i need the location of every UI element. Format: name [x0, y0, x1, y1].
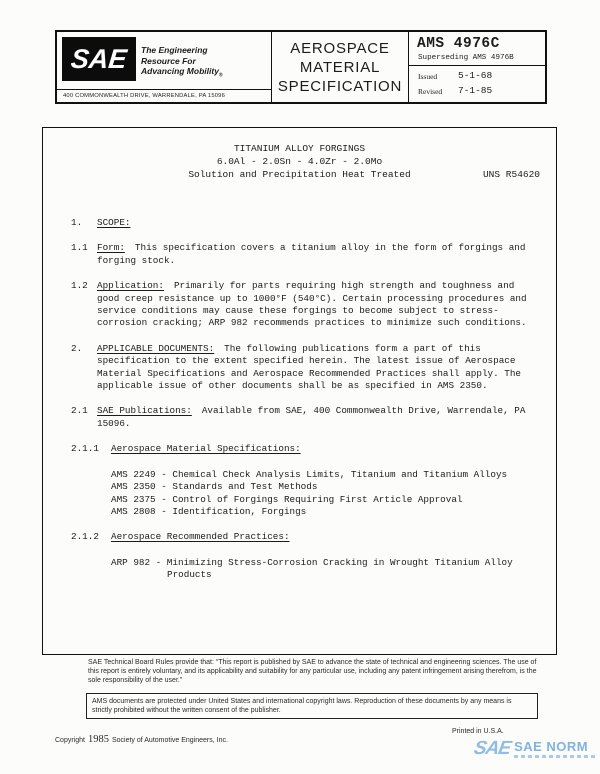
para-label: Application:: [97, 280, 164, 292]
spec-treatment: Solution and Precipitation Heat Treated: [188, 169, 411, 180]
sae-norm-logo-icon: SAE: [472, 738, 513, 759]
header: [55, 30, 547, 104]
section-number: 1.: [71, 217, 83, 228]
spec-title-block: [43, 128, 556, 181]
para-2-1-2-heading: [71, 531, 538, 543]
list-item: AMS 2350 - Standards and Test Methods: [111, 481, 318, 493]
tagline-line-3: [141, 66, 223, 81]
sae-norm-subline: [514, 755, 596, 758]
title-word-1: AEROSPACE: [290, 39, 390, 57]
copyright-owner: Society of Automotive Engineers, Inc.: [111, 737, 228, 744]
superseding-note: Superseding AMS 4976B: [418, 54, 514, 62]
sae-norm-text: SAE NORM: [514, 739, 589, 754]
para-label: Aerospace Recommended Practices:: [111, 531, 290, 543]
header-right-cell: [409, 32, 545, 102]
uns-number: UNS R54620: [482, 169, 540, 180]
tagline: [136, 37, 223, 81]
section-number: 2.: [71, 342, 83, 354]
revised-label: Revised: [418, 86, 443, 96]
sae-norm-watermark: [474, 738, 596, 760]
para-number: 2.1.2: [71, 531, 99, 543]
spec-treatment-line: [43, 168, 556, 181]
printed-in-usa: Printed in U.S.A.: [452, 728, 504, 735]
section-label: APPLICABLE DOCUMENTS:: [97, 342, 215, 354]
sae-logo-text: SAE: [69, 43, 129, 74]
tagline-line-2: Resource For: [141, 55, 196, 66]
specification-body-box: [42, 127, 557, 655]
section-2-applicable-documents: [71, 343, 538, 393]
issued-label: Issued: [418, 71, 438, 81]
title-word-3: SPECIFICATION: [277, 77, 403, 95]
body-text: [43, 217, 556, 582]
para-text: Primarily for parts requiring high strength and toughness and good creep resistance up to 1000°F (540°C). Certain processing procedures and service conditions may cause these forgings to become subject to stress-corrosion cracking; ARP 982 recommends practices to minimize such conditions.: [97, 280, 527, 329]
para-2-1-1-heading: [71, 443, 538, 455]
para-1-1-form: [71, 242, 538, 267]
revised-row: [418, 85, 545, 96]
para-2-1-sae-publications: [71, 405, 538, 430]
publisher-address: 400 COMMONWEALTH DRIVE, WARRENDALE, PA 15096: [57, 89, 271, 102]
header-left-cell: [57, 32, 272, 102]
copyright-line: [55, 734, 228, 745]
technical-board-rules: SAE Technical Board Rules provide that: “This report is published by SAE to advance the state of technical and engineering sciences. The use of this report is entirely voluntary, and its applicability and suitability for any particular use, including any patent infringement arising therefrom, is the sole responsibility of the user.”: [88, 659, 537, 684]
copyright-protection-notice: AMS documents are protected under United States and international copyright laws. Reproduction of these documents by any means is strictly prohibited without the written consent of the publisher.: [86, 693, 538, 719]
list-item: AMS 2375 - Control of Forgings Requiring First Article Approval: [111, 493, 463, 505]
copyright-label: Copyright: [55, 737, 85, 744]
section-1-scope: [71, 217, 538, 229]
spec-alloy-composition: 6.0Al - 2.0Sn - 4.0Zr - 2.0Mo: [216, 156, 383, 167]
ams-document-list: [111, 469, 538, 519]
registered-mark: ®: [218, 72, 223, 79]
para-text: Available from SAE, 400 Commonwealth Drive, Warrendale, PA 15096.: [97, 405, 526, 429]
revised-date: 7-1-85: [458, 85, 493, 96]
para-number: 1.1: [71, 242, 88, 254]
arp-document-item: ARP 982 - Minimizing Stress-Corrosion Cracking in Wrought Titanium Alloy Products: [111, 556, 513, 581]
document-number: AMS 4976C: [417, 36, 500, 52]
para-label: Form:: [97, 242, 125, 254]
list-item: AMS 2808 - Identification, Forgings: [111, 505, 307, 517]
issued-date: 5-1-68: [458, 70, 493, 81]
para-text: This specification covers a titanium alloy in the form of forgings and forging stock.: [97, 242, 526, 266]
dates-block: [409, 65, 545, 102]
copyright-year: 1985: [87, 734, 109, 745]
logo-row: [57, 32, 271, 81]
list-item: AMS 2249 - Chemical Check Analysis Limits, Titanium and Titanium Alloys: [111, 468, 508, 480]
para-number: 2.1: [71, 405, 88, 417]
tagline-line-1: The Engineering: [141, 45, 208, 55]
tagline-line-3-text: Advancing Mobility: [141, 66, 219, 76]
sae-logo: [62, 37, 136, 81]
para-number: 1.2: [71, 280, 88, 292]
spec-title: TITANIUM ALLOY FORGINGS: [233, 143, 366, 154]
issued-row: [418, 70, 545, 81]
para-text: The following publications form a part of this specification to the extent specified herein. The latest issue of Aerospace Material Specifications and Aerospace Recommended Practices shall apply. The applicable issue of other documents shall be as specified in AMS 2350.: [97, 342, 522, 392]
document-type-title: [272, 32, 409, 102]
para-1-2-application: [71, 280, 538, 330]
section-label: SCOPE:: [97, 217, 131, 228]
para-label: Aerospace Material Specifications:: [111, 443, 301, 455]
para-label: SAE Publications:: [97, 405, 192, 417]
title-word-2: MATERIAL: [299, 58, 381, 76]
para-number: 2.1.1: [71, 443, 99, 455]
sae-norm-text-wrap: [514, 740, 596, 758]
